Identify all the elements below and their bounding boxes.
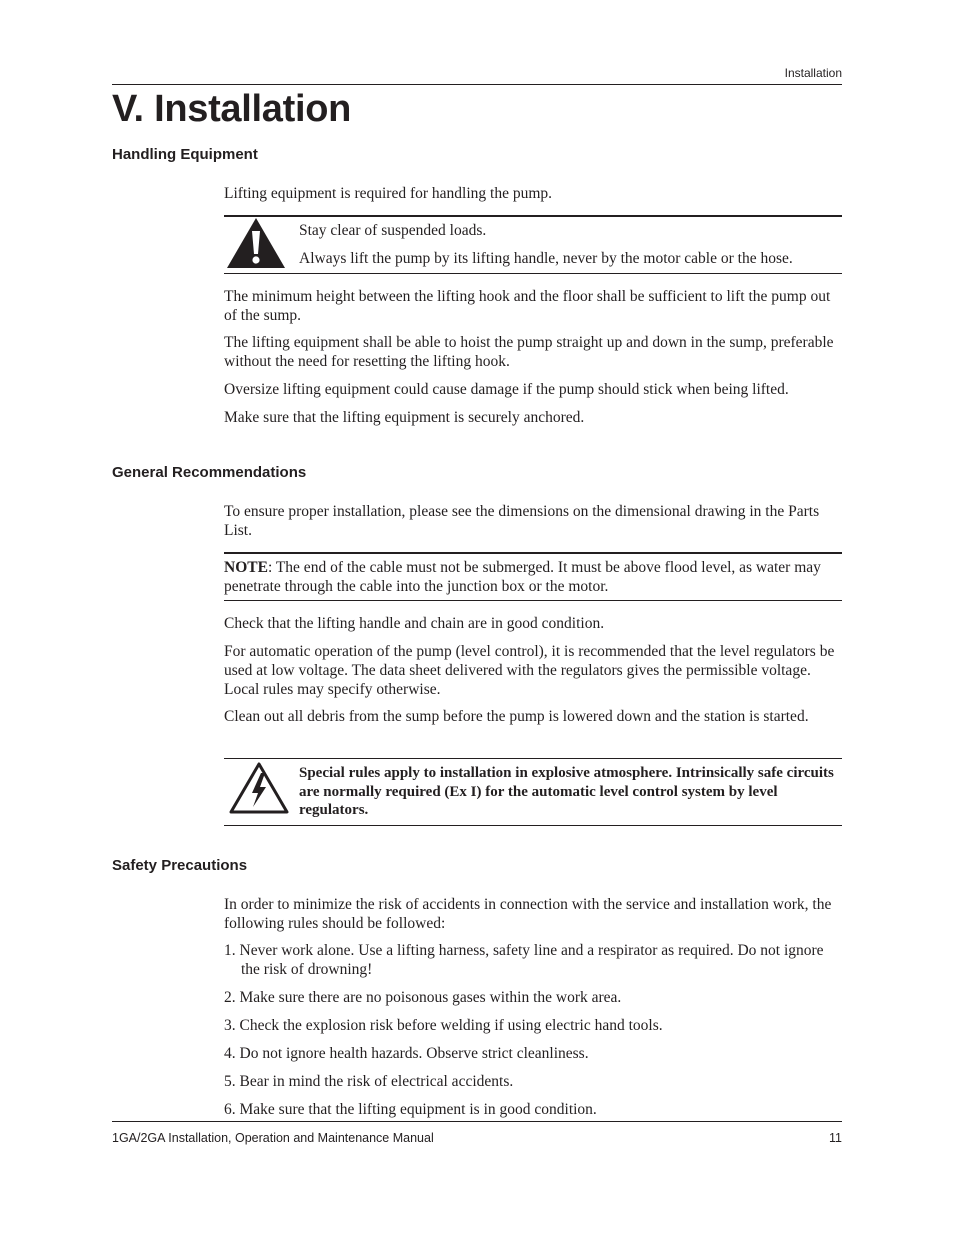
handling-paragraph: The lifting equipment shall be able to hoist the pump straight up and down in the sump, preferable without the need for resetting the lifting hook. — [224, 334, 834, 370]
warning-line: Stay clear of suspended loads. — [299, 222, 487, 239]
safety-rule-item: 4. Do not ignore health hazards. Observe strict cleanliness. — [224, 1045, 589, 1062]
explosion-top-rule — [224, 758, 842, 759]
explosion-bottom-rule — [224, 825, 842, 826]
handling-intro: Lifting equipment is required for handling the pump. — [224, 185, 553, 202]
warning-triangle-icon — [225, 216, 287, 270]
footer-rule — [112, 1121, 842, 1122]
warning-line: Always lift the pump by its lifting handle, never by the motor cable or the hose. — [299, 250, 793, 267]
section-heading-handling: Handling Equipment — [112, 146, 258, 163]
section-heading-general: General Recommendations — [112, 464, 307, 481]
header-rule — [112, 84, 842, 85]
safety-rule-item: 6. Make sure that the lifting equipment is in good condition. — [224, 1101, 597, 1118]
warning-top-rule — [224, 215, 842, 217]
safety-rule-item: 3. Check the explosion risk before welding if using electric hand tools. — [224, 1017, 663, 1034]
warning-bottom-rule — [224, 273, 842, 274]
note-bottom-rule — [224, 600, 842, 601]
explosion-warning: Special rules apply to installation in explosive atmosphere. Intrinsically safe circuits are normally required (Ex I) for the automatic level control system by level regulators. — [299, 765, 834, 818]
safety-rule-item: 5. Bear in mind the risk of electrical accidents. — [224, 1073, 514, 1090]
safety-rule-item: 2. Make sure there are no poisonous gases within the work area. — [224, 989, 622, 1006]
general-paragraph: Check that the lifting handle and chain are in good condition. — [224, 615, 605, 632]
handling-paragraph: Oversize lifting equipment could cause damage if the pump should stick when being lifted. — [224, 381, 789, 398]
handling-paragraph: Make sure that the lifting equipment is securely anchored. — [224, 409, 585, 426]
general-paragraph: For automatic operation of the pump (level control), it is recommended that the level regulators be used at low voltage. The data sheet delivered with the regulators gives the permissible voltage. Local rules may specify otherwise. — [224, 643, 835, 698]
general-paragraph: Clean out all debris from the sump before the pump is lowered down and the station is started. — [224, 708, 809, 725]
general-intro: To ensure proper installation, please see the dimensions on the dimensional drawing in the Parts List. — [224, 503, 820, 539]
electrical-hazard-icon — [228, 761, 290, 815]
safety-intro: In order to minimize the risk of accidents in connection with the service and installation work, the following rules should be followed: — [224, 896, 832, 932]
running-head: Installation — [784, 66, 842, 80]
handling-paragraph: The minimum height between the lifting hook and the floor shall be sufficient to lift the pump out of the sump. — [224, 288, 831, 324]
note-top-rule — [224, 552, 842, 554]
section-heading-safety: Safety Precautions — [112, 857, 248, 874]
page-title: V. Installation — [112, 88, 352, 130]
page-number: 11 — [829, 1131, 842, 1145]
safety-rule-item: 1. Never work alone. Use a lifting harness, safety line and a respirator as required. Do not ignore the risk of drowning! — [224, 942, 824, 978]
footer-manual-title: 1GA/2GA Installation, Operation and Maintenance Manual — [112, 1131, 434, 1145]
note-label: NOTE — [224, 559, 268, 576]
note-text: : The end of the cable must not be submerged. It must be above flood level, as water may penetrate through the cable into the junction box or the motor. — [224, 559, 821, 595]
note-callout — [224, 558, 842, 596]
